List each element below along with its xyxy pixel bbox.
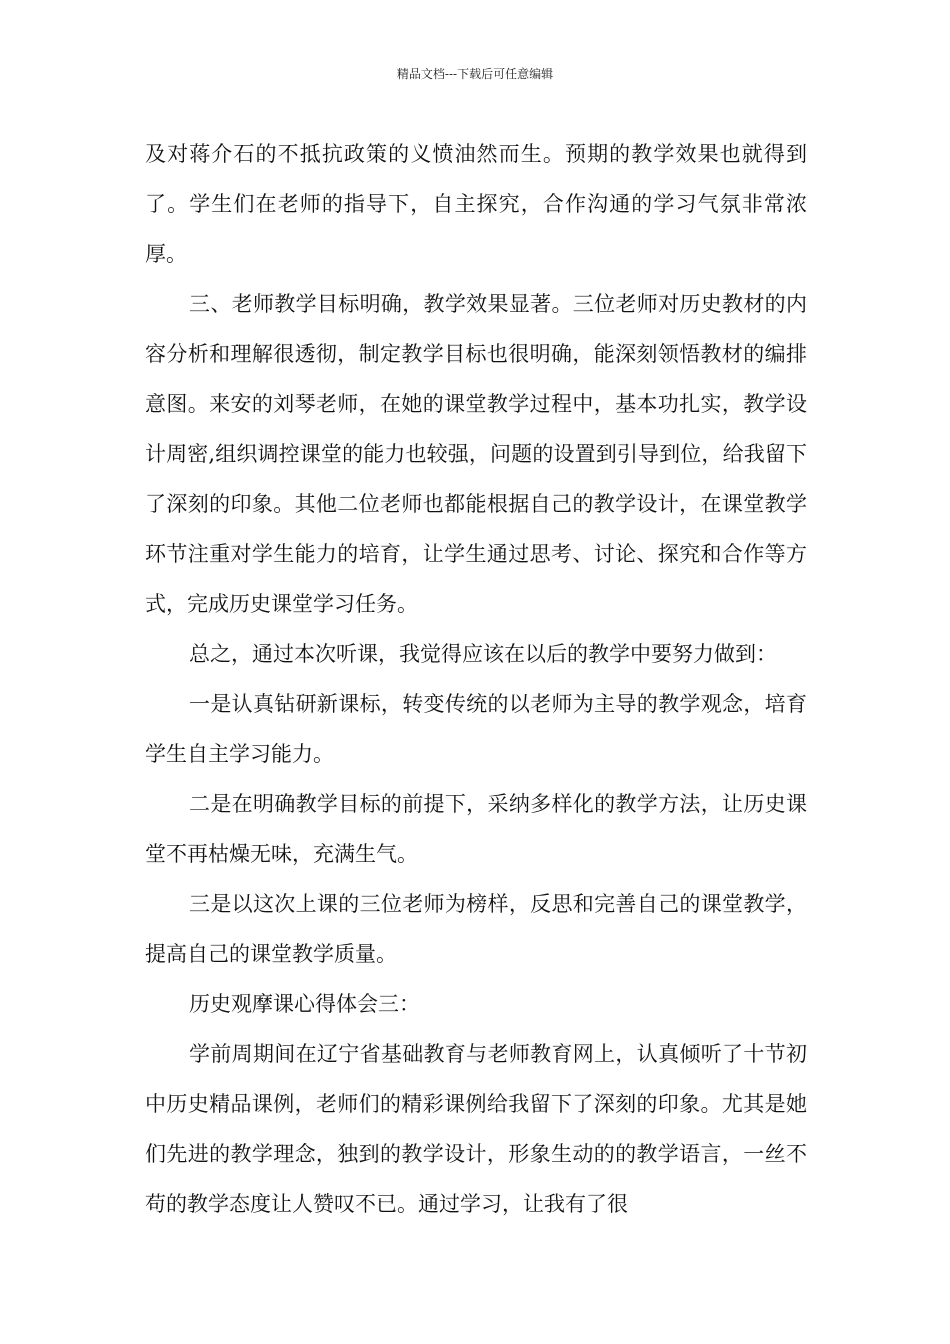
- document-body: [145, 129, 807, 1229]
- paragraph-continuation: 及对蒋介石的不抵抗政策的义愤油然而生。预期的教学效果也就得到了。学生们在老师的指导下，自主探究，合作沟通的学习气氛非常浓厚。: [145, 142, 807, 266]
- paragraph-item-two: 二是在明确教学目标的前提下，采纳多样化的教学方法，让历史课堂不再枯燥无味，充满生气。: [145, 792, 807, 866]
- paragraph-item-one: 一是认真钻研新课标，转变传统的以老师为主导的教学观念，培育学生自主学习能力。: [145, 692, 807, 766]
- paragraph-summary: 总之，通过本次听课，我觉得应该在以后的教学中要努力做到：: [189, 642, 777, 666]
- paragraph-item-three: 三是以这次上课的三位老师为榜样，反思和完善自己的课堂教学，提高自己的课堂教学质量。: [145, 892, 807, 966]
- paragraph-point-three: 三、老师教学目标明确，教学效果显著。三位老师对历史教材的内容分析和理解很透彻，制定教学目标也很明确，能深刻领悟教材的编排意图。来安的刘琴老师，在她的课堂教学过程中，基本功扎实，教学设计周密,组织调控课堂的能力也较强，问题的设置到引导到位，给我留下了深刻的印象。其他二位老师也都能根据自己的教学设计，在课堂教学环节注重对学生能力的培育，让学生通过思考、讨论、探究和合作等方式，完成历史课堂学习任务。: [145, 292, 807, 616]
- paragraph-section-three-body: 学前周期间在辽宁省基础教育与老师教育网上，认真倾听了十节初中历史精品课例，老师们的精彩课例给我留下了深刻的印象。尤其是她们先进的教学理念，独到的教学设计，形象生动的的教学语言，一丝不苟的教学态度让人赞叹不已。通过学习，让我有了很: [145, 1042, 807, 1216]
- page-header: 精品文档---下载后可任意编辑: [396, 67, 554, 81]
- section-heading: 历史观摩课心得体会三：: [189, 992, 420, 1016]
